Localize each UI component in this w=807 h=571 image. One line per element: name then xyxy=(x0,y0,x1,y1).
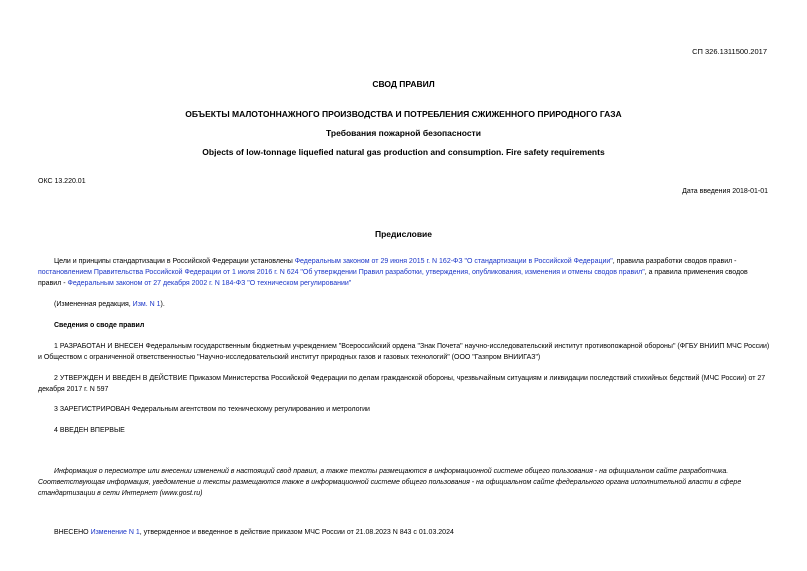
preface-text: , а правила применения сводов правил - xyxy=(38,269,748,287)
document-title-en: Objects of low-tonnage liquefied natural gas production and consumption. Fire safety requirements xyxy=(202,147,605,157)
link-law-162fz[interactable]: Федеральным законом от 29 июня 2015 г. N 162-ФЗ "О стандартизации в Российской Федерации" xyxy=(294,258,613,265)
document-title-ru: ОБЪЕКТЫ МАЛОТОННАЖНОГО ПРОИЗВОДСТВА И ПОТРЕБЛЕНИЯ СЖИЖЕННОГО ПРИРОДНОГО ГАЗА xyxy=(185,109,622,119)
edition-note: (Измененная редакция, xyxy=(54,301,133,308)
link-amendment-1[interactable]: Изм. N 1 xyxy=(132,301,161,308)
info-item-4: 4 ВВЕДЕН ВПЕРВЫЕ xyxy=(54,427,125,434)
link-law-184fz[interactable]: Федеральным законом от 27 декабря 2002 г. N 184-ФЗ "О техническом регулировании" xyxy=(67,280,352,287)
amendment-note xyxy=(38,527,770,538)
edition-note-end: ). xyxy=(160,301,165,308)
preface-paragraph-2 xyxy=(38,299,770,310)
link-amendment-1-bottom[interactable]: Изменение N 1 xyxy=(90,529,140,536)
oks-code: ОКС 13.220.01 xyxy=(38,178,86,185)
amendment-text: , утвержденное и введенное в действие приказом МЧС России от 21.08.2023 N 843 с 01.03.2024 xyxy=(139,529,454,536)
document-code: СП 326.1311500.2017 xyxy=(692,47,767,56)
link-resolution-624[interactable]: постановлением Правительства Российской Федерации от 1 июля 2016 г. N 624 "Об утверждении Правил разработки, утверждения, опубликования, изменения и отмены сводов правил" xyxy=(38,269,645,276)
revision-notice: Информация о пересмотре или внесении изменений в настоящий свод правил, а также тексты размещаются в информационной системе общего пользования - на официальном сайте разработчика. Соответствующая информация, уведомление и тексты размещаются также в информационной системе общего пользования - на официальном сайте федерального органа исполнительной власти в сфере стандартизации в сети Интернет (www.gost.ru) xyxy=(38,468,742,497)
amendment-prefix: ВНЕСЕНО xyxy=(54,529,91,536)
preface-text: , правила разработки сводов правил - xyxy=(612,258,737,265)
intro-date: Дата введения 2018-01-01 xyxy=(682,188,768,195)
document-subtitle-ru: Требования пожарной безопасности xyxy=(326,128,481,138)
preface-text: Цели и принципы стандартизации в Российской Федерации установлены xyxy=(54,258,295,265)
info-item-1: 1 РАЗРАБОТАН И ВНЕСЕН Федеральным государственным бюджетным учреждением "Всероссийский ордена "Знак Почета" научно-исследовательский институт противопожарной обороны" (ФГБУ ВНИИП МЧС России) и Обществом с ограниченной ответственностью "Научно-исследовательский институт природных газов и газовых технологий" (ООО "Газпром ВНИИГАЗ") xyxy=(38,343,770,361)
preface-paragraph-1 xyxy=(38,256,770,289)
info-heading: Сведения о своде правил xyxy=(54,322,145,329)
info-item-2: 2 УТВЕРЖДЕН И ВВЕДЕН В ДЕЙСТВИЕ Приказом Министерства Российской Федерации по делам гражданской обороны, чрезвычайным ситуациям и ликвидации последствий стихийных бедствий (МЧС России) от 27 декабря 2017 г. N 597 xyxy=(38,375,766,393)
info-item-3: 3 ЗАРЕГИСТРИРОВАН Федеральным агентством по техническому регулированию и метрологии xyxy=(54,406,370,413)
document-kind: СВОД ПРАВИЛ xyxy=(372,79,435,89)
preface-heading: Предисловие xyxy=(374,229,433,239)
